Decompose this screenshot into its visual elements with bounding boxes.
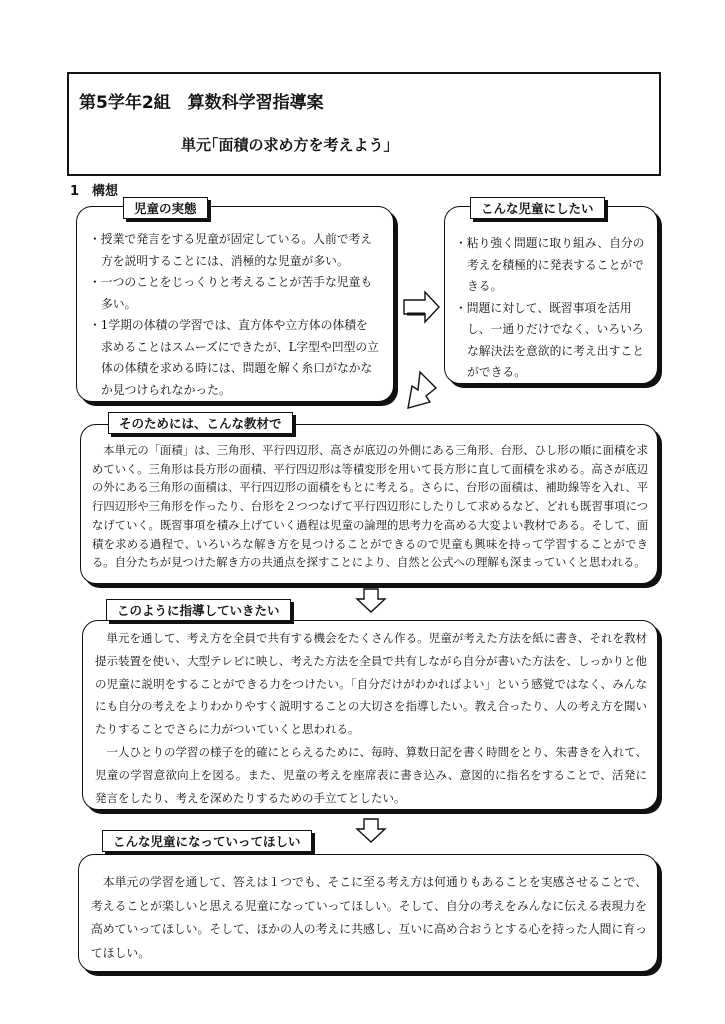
arrow-down-left-icon — [400, 368, 440, 410]
current-state-box — [76, 206, 394, 402]
hope-text: 本単元の学習を通して、答えは１つでも、そこに至る考え方は何通りもあることを実感させることで、考えることが楽しいと思える児童になっていってほしい。そして、自分の考えをみんなに伝える表現力を高めていってほしい。そして、ほかの人の考えに共感し、互いに高め合おうとする心を持った人間に育ってほしい。 — [91, 875, 647, 960]
arrow-down-icon — [355, 588, 387, 614]
goal-label: こんな児童にしたい — [470, 197, 605, 219]
current-state-label: 児童の実態 — [123, 197, 208, 219]
teaching-paragraph: 単元を通して、考え方を全員で共有する機会をたくさん作る。児童が考えた方法を紙に書き、それを教材提示装置を使い、大型テレビに映し、考えた方法を全員で共有しながら自分が書いた方法を、しっかりと他の児童に説明をすることができる力をつけたい。「自分だけがわかればよい」という感覚ではなく、みんなにも自分の考えをよりわかりやすく説明することの大切さを指導したい。教え合ったり、人の考え方を聞いたりすることでさらに力がついていくと思われる。 — [95, 631, 647, 737]
goal-item: ・粘り強く問題に取り組み、自分の考えを積極的に発表することができる。 — [455, 236, 645, 293]
hope-box — [78, 854, 658, 972]
material-text: 本単元の「面積」は、三角形、平行四辺形、高さが底辺の外側にある三角形、台形、ひし形の順に面積を求めていく。三角形は長方形の面積、平行四辺形は等積変形を用いて長方形に直して面積を求める。高さが底辺の外にある三角形の面積は、平行四辺形の面積をもとに考える。さらに、台形の面積は、補助線等を入れ、平行四辺形や三角形を作ったり、台形を２つつなげて平行四辺形にしたりして求めるなど、どれも既習事項につなげていく。既習事項を積み上げていく過程は児童の論理的思考力を高める大変よい教材である。そして、面積を求める過程で、いろいろな解き方を見つけることができるので児童も興味を持って学習することができる。自分たちが見つけた解き方の共通点を探すことにより、自然と公式への理解も深まっていくと思われる。 — [92, 444, 648, 570]
material-label: そのためには、こんな教材で — [108, 412, 293, 434]
title-box — [67, 72, 661, 176]
page-title: 第5学年2組 算数科学習指導案 — [79, 93, 324, 113]
current-state-item: ・授業で発言をする児童が固定している。人前で考え方を説明することには、消極的な児童が多い。 — [89, 232, 373, 268]
goal-item: ・問題に対して、既習事項を活用し、一通りだけでなく、いろいろな解決法を意欲的に考え出すことができる。 — [455, 300, 644, 379]
arrow-right-icon — [403, 290, 441, 324]
material-box — [80, 424, 658, 584]
hope-label: こんな児童になっていってほしい — [102, 830, 312, 852]
teaching-paragraph: 一人ひとりの学習の様子を的確にとらえるために、毎時、算数日記を書く時間をとり、朱書きを入れて、児童の学習意欲向上を図る。また、児童の考えを座席表に書き込み、意図的に指名をすることで、活発に発言をしたり、考えを深めたりするための手立てとしたい。 — [95, 744, 647, 805]
goal-box — [444, 206, 658, 384]
unit-title: 単元｢面積の求め方を考えよう｣ — [181, 136, 392, 154]
current-state-item: ・1学期の体積の学習では、直方体や立方体の体積を求めることはスムーズにできたが、L字型や凹型の立体の体積を求める時には、問題を解く糸口がなかなか見つけられなかった。 — [89, 318, 379, 397]
teaching-label: このように指導していきたい — [106, 599, 291, 621]
current-state-item: ・一つのことをじっくりと考えることが苦手な児童も多い。 — [89, 275, 373, 311]
section-heading: 1 構想 — [70, 184, 119, 199]
arrow-down-icon — [355, 818, 387, 844]
teaching-box — [82, 620, 658, 810]
